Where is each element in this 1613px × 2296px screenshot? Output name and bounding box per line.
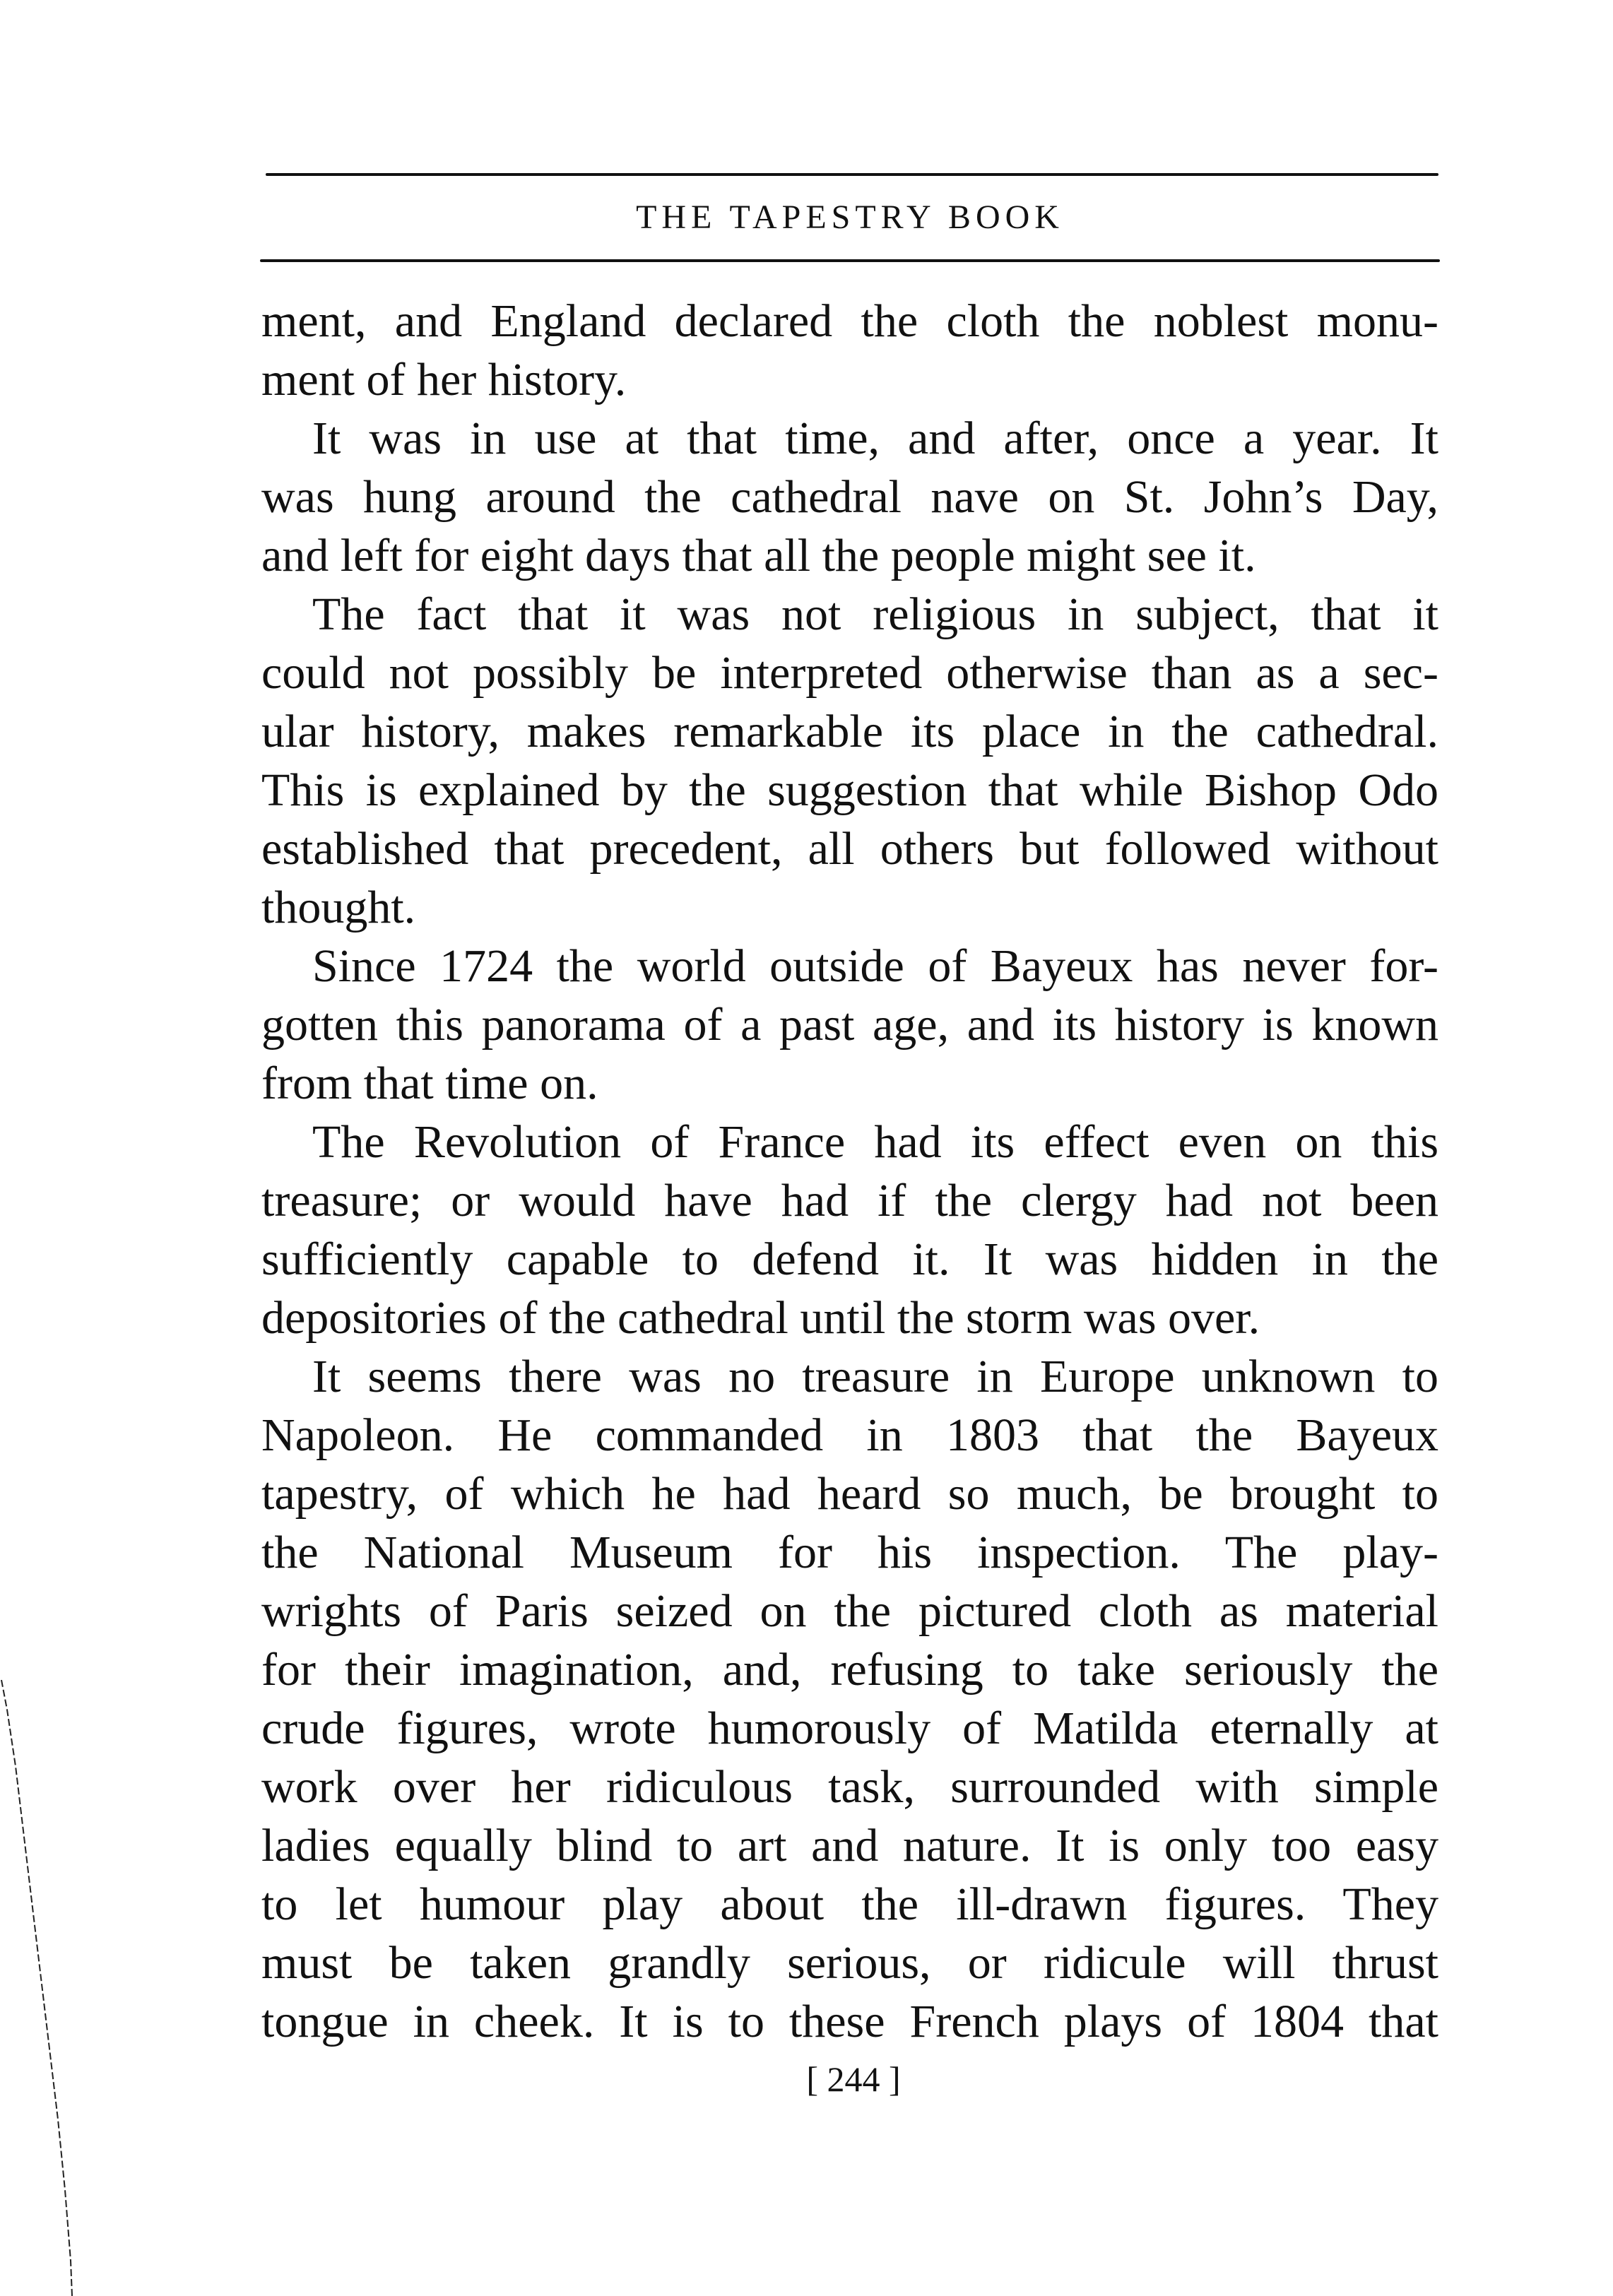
text-line: established that precedent, all others but followed without [261,823,1438,875]
text-line: wrights of Paris seized on the pictured cloth as material [261,1585,1438,1637]
text-line: gotten this panorama of a past age, and its history is known [261,999,1438,1051]
text-line: Napoleon. He commanded in 1803 that the Bayeux [261,1409,1438,1461]
text-line: ular history, makes remarkable its place in the cathedral. [261,706,1438,757]
text-line: the National Museum for his inspection. The play- [261,1527,1438,1578]
text-line: thought. [261,882,416,933]
page-number: [ 244 ] [806,2059,901,2099]
text-line: from that time on. [261,1058,598,1109]
text-line: The Revolution of France had its effect even on this [312,1116,1438,1168]
text-line: It seems there was no treasure in Europe unknown to [312,1351,1438,1402]
text-line: crude figures, wrote humorously of Matilda eternally at [261,1703,1438,1754]
text-line: It was in use at that time, and after, once a year. It [312,413,1438,464]
text-line: must be taken grandly serious, or ridicule will thrust [261,1937,1438,1989]
text-line: ment of her history. [261,354,627,406]
text-line: Since 1724 the world outside of Bayeux has never for- [312,940,1438,992]
header-rule-bottom [260,259,1440,262]
text-line: sufficiently capable to defend it. It was hidden in the [261,1233,1438,1285]
text-line: for their imagination, and, refusing to take seriously the [261,1644,1438,1696]
text-line: treasure; or would have had if the clergy had not been [261,1175,1438,1226]
text-line: The fact that it was not religious in subject, that it [312,588,1438,640]
text-line: ment, and England declared the cloth the noblest monu- [261,295,1438,347]
text-line: could not possibly be interpreted otherwise than as a sec- [261,647,1438,699]
text-line: depositories of the cathedral until the storm was over. [261,1292,1260,1344]
text-line: This is explained by the suggestion that while Bishop Odo [261,764,1438,816]
text-line: to let humour play about the ill-drawn figures. They [261,1878,1438,1930]
running-head: THE TAPESTRY BOOK [636,199,1064,236]
text-line: was hung around the cathedral nave on St. John’s Day, [261,471,1438,523]
text-line: work over her ridiculous task, surrounded with simple [261,1761,1438,1813]
body-text [261,292,1438,2051]
text-line: tapestry, of which he had heard so much, be brought to [261,1468,1438,1520]
header-rule-top [266,173,1438,176]
text-line: and left for eight days that all the people might see it. [261,530,1256,581]
text-line: ladies equally blind to art and nature. It is only too easy [261,1820,1438,1871]
text-line: tongue in cheek. It is to these French plays of 1804 that [261,1996,1438,2047]
